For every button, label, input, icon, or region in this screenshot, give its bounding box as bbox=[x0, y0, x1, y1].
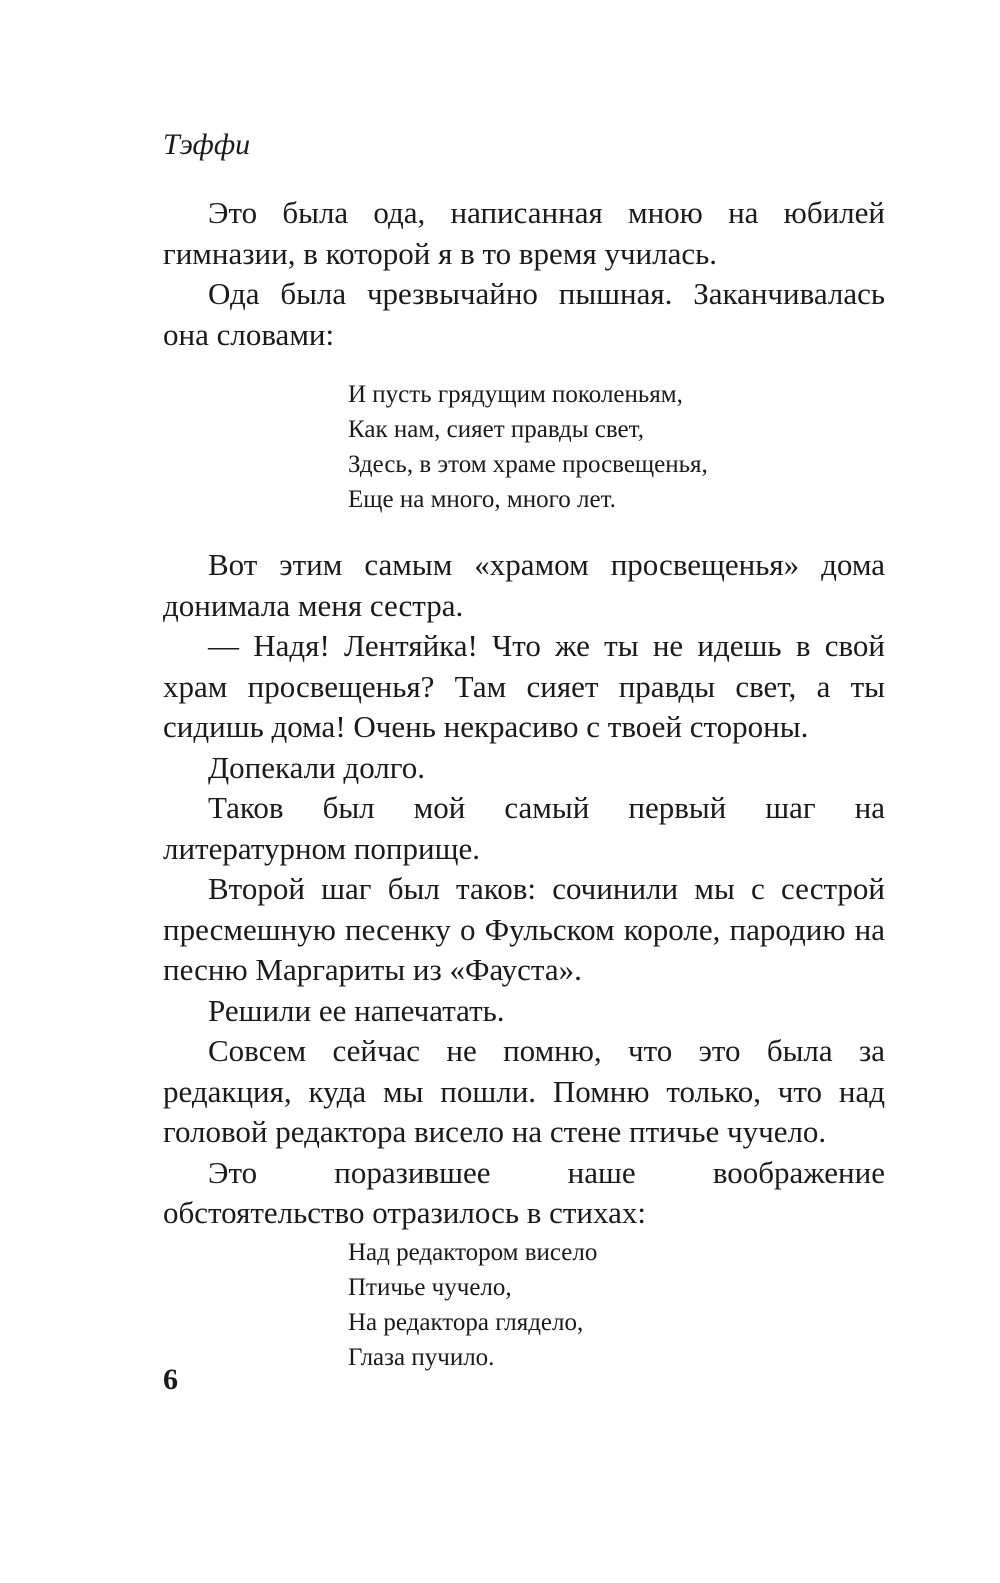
paragraph: Вот этим самым «храмом просвещенья» дома донимала меня сестра. bbox=[163, 547, 885, 623]
verse-line: На редактора глядело, bbox=[348, 1309, 584, 1336]
paragraph: Это поразившее наше воображение обстоятельство отразилось в стихах: bbox=[163, 1154, 885, 1230]
paragraph: Второй шаг был таков: сочинили мы с сестрой пресмешную песенку о Фульском короле, пародию на песню Маргариты из «Фауста». bbox=[163, 871, 885, 987]
verse-line: Еще на много, много лет. bbox=[348, 486, 616, 513]
paragraph: Решили ее напечатать. bbox=[208, 992, 505, 1028]
verse-line: Здесь, в этом храме просвещенья, bbox=[348, 451, 708, 478]
verse-line: Как нам, сияет правды свет, bbox=[348, 416, 644, 443]
verse-line: И пусть грядущим поколеньям, bbox=[348, 381, 683, 408]
prose-block-1 bbox=[163, 193, 885, 355]
verse-block-2 bbox=[348, 1235, 597, 1375]
page-number: 6 bbox=[163, 1363, 178, 1396]
paragraph: Допекали долго. bbox=[208, 749, 425, 785]
verse-line: Над редактором висело bbox=[348, 1239, 598, 1266]
paragraph: Совсем сейчас не помню, что это была за редакция, куда мы пошли. Помню только, что над головой редактора висело на стене птичье чучело. bbox=[163, 1033, 885, 1149]
prose-block-2 bbox=[163, 545, 885, 1234]
paragraph: — Надя! Лентяйка! Что же ты не идешь в свой храм просвещенья? Там сияет правды свет, а ты сидишь дома! Очень некрасиво с твоей стороны. bbox=[163, 628, 885, 744]
paragraph: Таков был мой самый первый шаг на литературном поприще. bbox=[163, 790, 885, 866]
paragraph: Ода была чрезвычайно пышная. Заканчивалась она словами: bbox=[163, 276, 885, 352]
paragraph: Это была ода, написанная мною на юбилей гимназии, в которой я в то время училась. bbox=[163, 195, 885, 271]
verse-block-1 bbox=[348, 377, 708, 517]
verse-line: Глаза пучило. bbox=[348, 1344, 495, 1371]
running-head: Тэффи bbox=[163, 128, 251, 161]
verse-line: Птичье чучело, bbox=[348, 1274, 512, 1301]
